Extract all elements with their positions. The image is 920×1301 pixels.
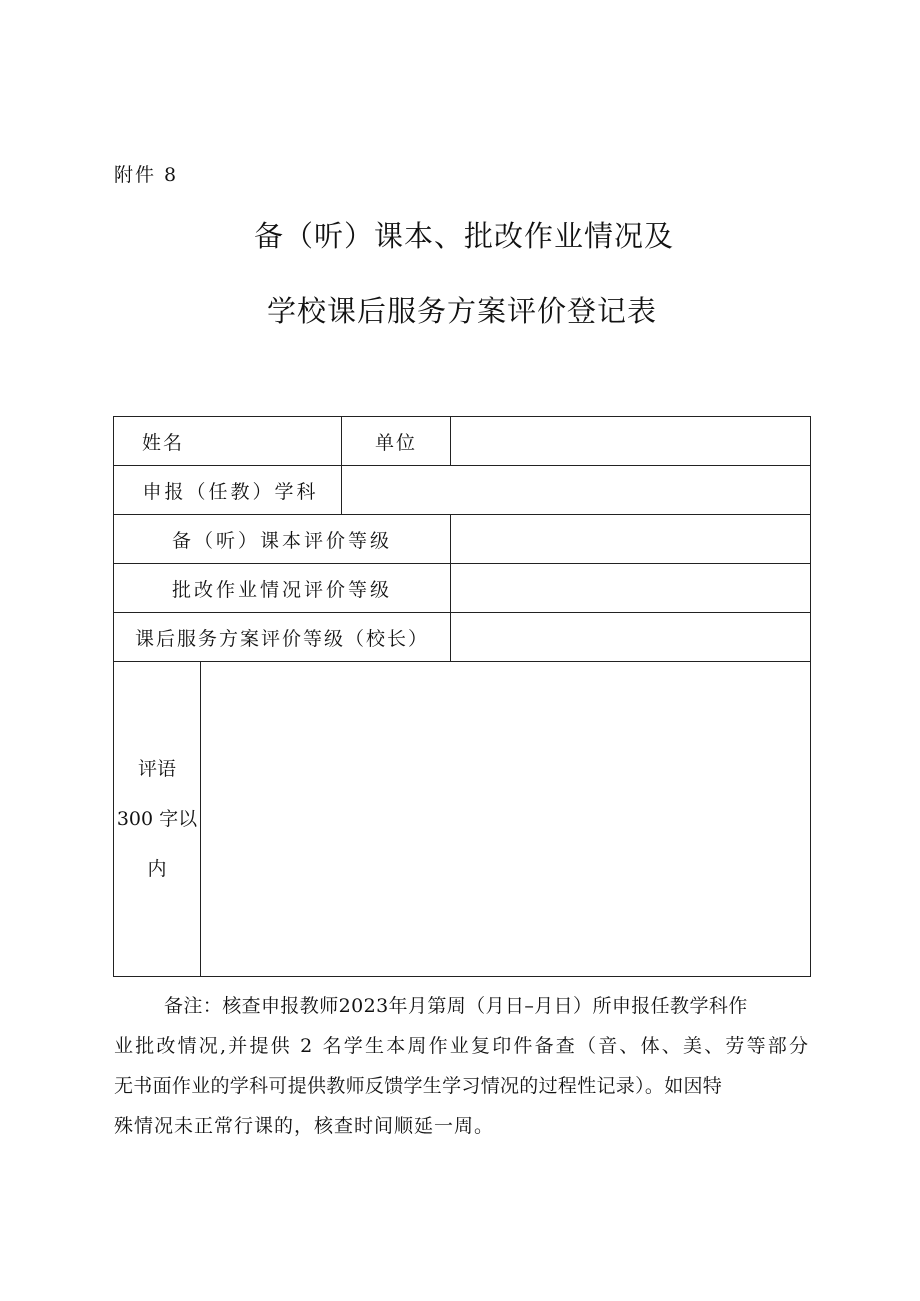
- unit-field[interactable]: [451, 417, 811, 466]
- service-grade-field[interactable]: [451, 613, 811, 662]
- comment-label-line-3: 内: [147, 858, 167, 880]
- note-line-4: 殊情况未正常行课的，核查时间顺延一周。: [114, 1115, 495, 1137]
- note-line-3: 无书面作业的学科可提供教师反馈学生学习情况的过程性记录）。如因特: [114, 1075, 723, 1097]
- row-subject: [114, 466, 811, 515]
- row-comment: [114, 662, 811, 977]
- form-title-line-2: 学校课后服务方案评价登记表: [266, 294, 657, 328]
- form-title-line-1: 备（听）课本、批改作业情况及: [253, 219, 674, 253]
- annex-label: 附件 8: [114, 164, 179, 186]
- note-line-2: 业批改情况,并提供 2 名学生本周作业复印件备查（音、体、美、劳等部分: [114, 1035, 811, 1057]
- row-service-grade: [114, 613, 811, 662]
- comment-field[interactable]: [201, 662, 811, 977]
- subject-label: 申报（任教）学科: [114, 466, 342, 515]
- subject-field[interactable]: [342, 466, 811, 515]
- comment-label-line-2: 300 字以: [116, 808, 198, 830]
- comment-label-line-1: 评语: [137, 758, 176, 780]
- note-line-1: 备注：核查申报教师2023年月第周（月日–月日）所申报任教学科作: [164, 995, 748, 1017]
- remarks-note: [114, 986, 814, 1146]
- unit-label: 单位: [342, 417, 451, 466]
- homework-grade-label: 批改作业情况评价等级: [114, 564, 451, 613]
- service-grade-label: 课后服务方案评价等级（校长）: [114, 613, 451, 662]
- homework-grade-field[interactable]: [451, 564, 811, 613]
- name-label: 姓名: [114, 417, 342, 466]
- lesson-grade-field[interactable]: [451, 515, 811, 564]
- row-homework-grade: [114, 564, 811, 613]
- row-lesson-grade: [114, 515, 811, 564]
- comment-label: [114, 662, 201, 977]
- row-name-unit: [114, 417, 811, 466]
- registration-form-table: [113, 416, 811, 977]
- lesson-grade-label: 备（听）课本评价等级: [114, 515, 451, 564]
